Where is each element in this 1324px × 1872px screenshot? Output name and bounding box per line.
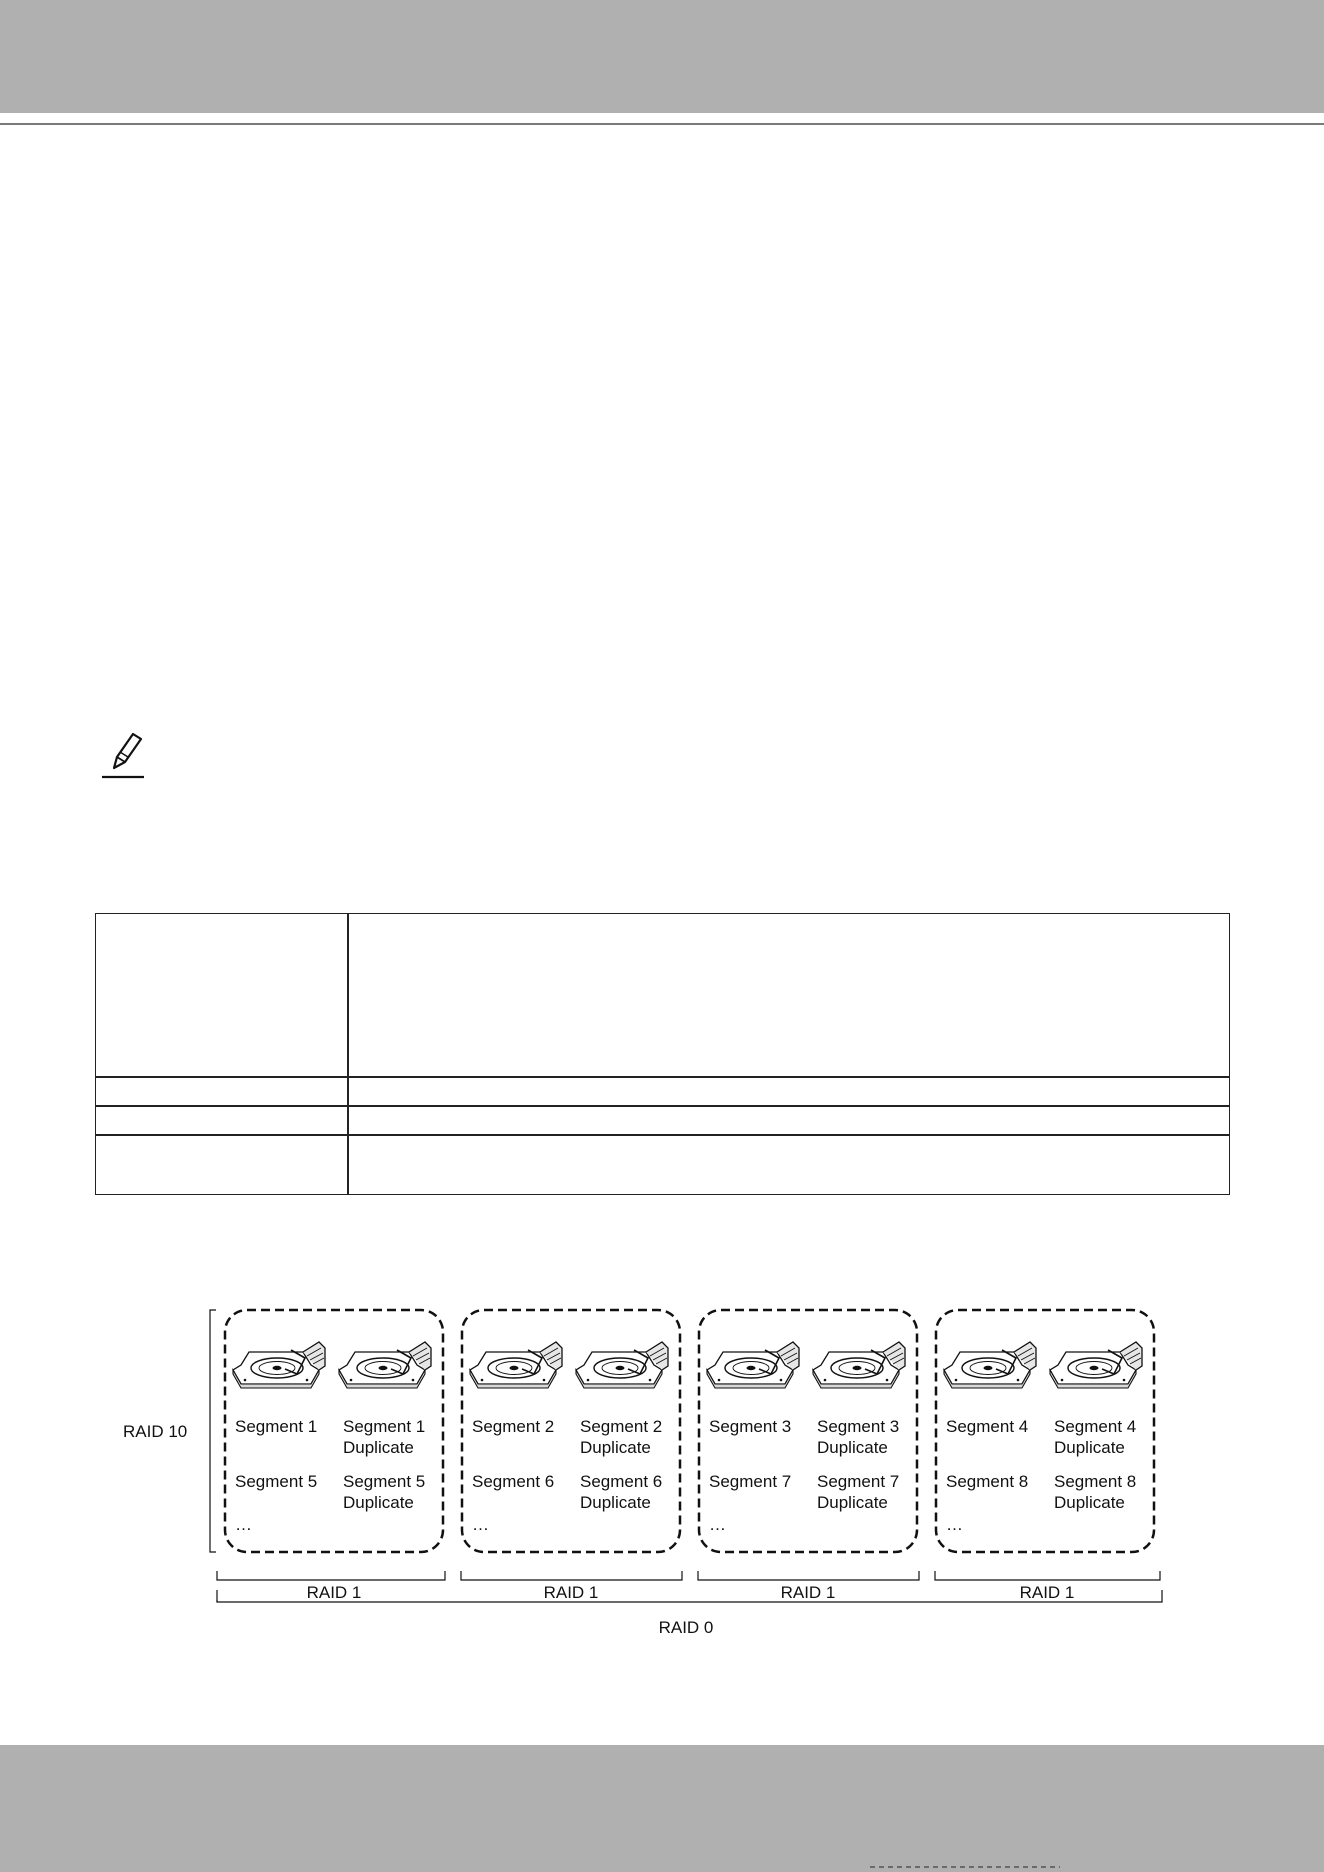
table-row-divider	[96, 1134, 1229, 1136]
hard-disk-icon	[339, 1342, 431, 1388]
segment-label: Segment 6	[580, 1472, 663, 1491]
hard-disk-icon	[576, 1342, 668, 1388]
ellipsis: …	[709, 1515, 726, 1534]
table-row-divider	[96, 1076, 1229, 1078]
hard-disk-icon	[233, 1342, 325, 1388]
raid1-bracket	[935, 1571, 1160, 1580]
raid1-label: RAID 1	[543, 1583, 599, 1602]
table-row-divider	[96, 1105, 1229, 1107]
segment-label: Segment 3	[709, 1417, 792, 1436]
header-band	[0, 0, 1324, 113]
raid1-group-2	[461, 1310, 682, 1602]
header-divider	[0, 123, 1324, 125]
duplicate-label: Duplicate	[343, 1438, 414, 1457]
duplicate-label: Duplicate	[343, 1493, 414, 1512]
raid1-label: RAID 1	[306, 1583, 362, 1602]
raid1-group-3	[698, 1310, 919, 1602]
hard-disk-icon	[707, 1342, 799, 1388]
hard-disk-icon	[813, 1342, 905, 1388]
raid0-label: RAID 0	[658, 1618, 714, 1637]
hard-disk-icon	[944, 1342, 1036, 1388]
raid1-bracket	[217, 1571, 445, 1580]
raid10-diagram	[110, 1300, 1190, 1650]
footer-band	[0, 1745, 1324, 1872]
segment-label: Segment 5	[235, 1472, 318, 1491]
segment-label: Segment 1	[343, 1417, 426, 1436]
raid1-group-1	[217, 1310, 445, 1602]
ellipsis: …	[946, 1515, 963, 1534]
raid10-bracket	[210, 1310, 216, 1552]
segment-label: Segment 4	[1054, 1417, 1137, 1436]
duplicate-label: Duplicate	[817, 1493, 888, 1512]
raid1-label: RAID 1	[1019, 1583, 1075, 1602]
segment-label: Segment 2	[472, 1417, 555, 1436]
duplicate-label: Duplicate	[1054, 1438, 1125, 1457]
duplicate-label: Duplicate	[1054, 1493, 1125, 1512]
raid1-bracket	[461, 1571, 682, 1580]
segment-label: Segment 5	[343, 1472, 426, 1491]
hard-disk-icon	[1050, 1342, 1142, 1388]
segment-label: Segment 3	[817, 1417, 900, 1436]
footer-dash-line	[870, 1866, 1060, 1868]
ellipsis: …	[235, 1515, 252, 1534]
raid1-group-4	[935, 1310, 1160, 1602]
segment-label: Segment 2	[580, 1417, 663, 1436]
duplicate-label: Duplicate	[817, 1438, 888, 1457]
hard-disk-icon	[470, 1342, 562, 1388]
segment-label: Segment 4	[946, 1417, 1029, 1436]
segment-label: Segment 8	[946, 1472, 1029, 1491]
segment-label: Segment 8	[1054, 1472, 1137, 1491]
segment-label: Segment 7	[817, 1472, 900, 1491]
ellipsis: …	[472, 1515, 489, 1534]
raid10-label: RAID 10	[123, 1422, 188, 1441]
segment-label: Segment 1	[235, 1417, 318, 1436]
segment-label: Segment 6	[472, 1472, 555, 1491]
raid1-label: RAID 1	[780, 1583, 836, 1602]
pencil-note-icon	[100, 730, 146, 780]
raid1-bracket	[698, 1571, 919, 1580]
segment-label: Segment 7	[709, 1472, 792, 1491]
table-column-divider	[347, 914, 349, 1194]
duplicate-label: Duplicate	[580, 1438, 651, 1457]
duplicate-label: Duplicate	[580, 1493, 651, 1512]
spec-table	[95, 913, 1230, 1195]
